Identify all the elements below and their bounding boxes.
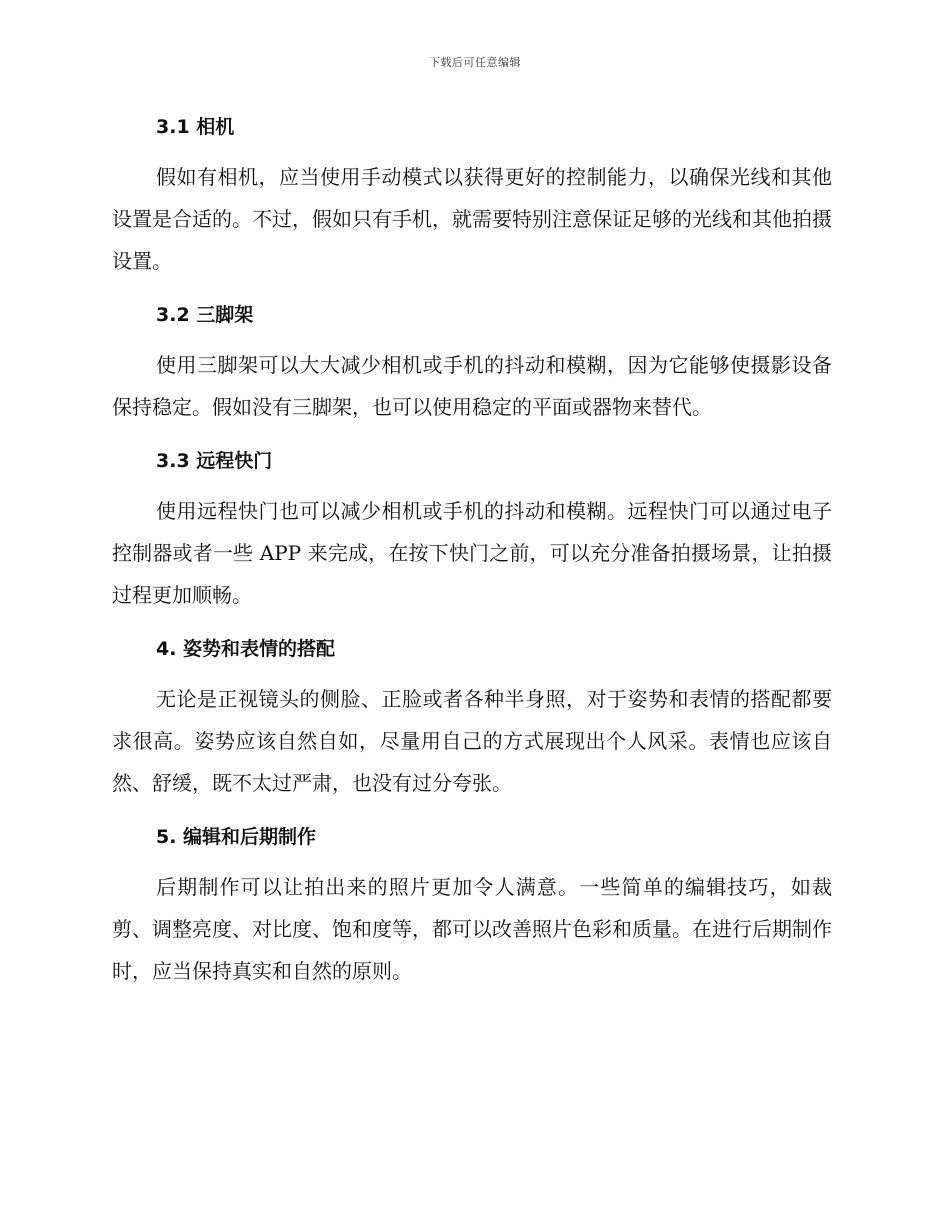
section-tripod (112, 300, 832, 428)
section-paragraph: 使用远程快门也可以减少相机或手机的抖动和模糊。远程快门可以通过电子控制器或者一些 APP 来完成，在按下快门之前，可以充分准备拍摄场景，让拍摄过程更加顺畅。 (112, 499, 832, 607)
section-paragraph: 使用三脚架可以大大减少相机或手机的抖动和模糊，因为它能够使摄影设备保持稳定。假如没有三脚架，也可以使用稳定的平面或器物来替代。 (112, 353, 832, 419)
page-header: 下载后可任意编辑 (429, 56, 521, 69)
section-paragraph: 假如有相机，应当使用手动模式以获得更好的控制能力，以确保光线和其他设置是合适的。不过，假如只有手机，就需要特别注意保证足够的光线和其他拍摄设置。 (112, 165, 832, 273)
section-heading: 4. 姿势和表情的搭配 (156, 638, 336, 660)
section-pose-expression (112, 634, 832, 804)
section-heading: 3.1 相机 (156, 116, 235, 138)
section-paragraph: 后期制作可以让拍出来的照片更加令人满意。一些简单的编辑技巧，如裁剪、调整亮度、对比度、饱和度等，都可以改善照片色彩和质量。在进行后期制作时，应当保持真实和自然的原则。 (112, 875, 832, 983)
section-heading: 5. 编辑和后期制作 (156, 826, 317, 848)
section-camera (112, 112, 832, 282)
section-paragraph: 无论是正视镜头的侧脸、正脸或者各种半身照，对于姿势和表情的搭配都要求很高。姿势应该自然自如，尽量用自己的方式展现出个人风采。表情也应该自然、舒缓，既不太过严肃，也没有过分夸张。 (112, 687, 832, 795)
section-heading: 3.3 远程快门 (156, 450, 273, 472)
section-remote-shutter (112, 446, 832, 616)
section-post-production (112, 822, 832, 992)
document-body (112, 112, 832, 1010)
section-heading: 3.2 三脚架 (156, 304, 254, 326)
